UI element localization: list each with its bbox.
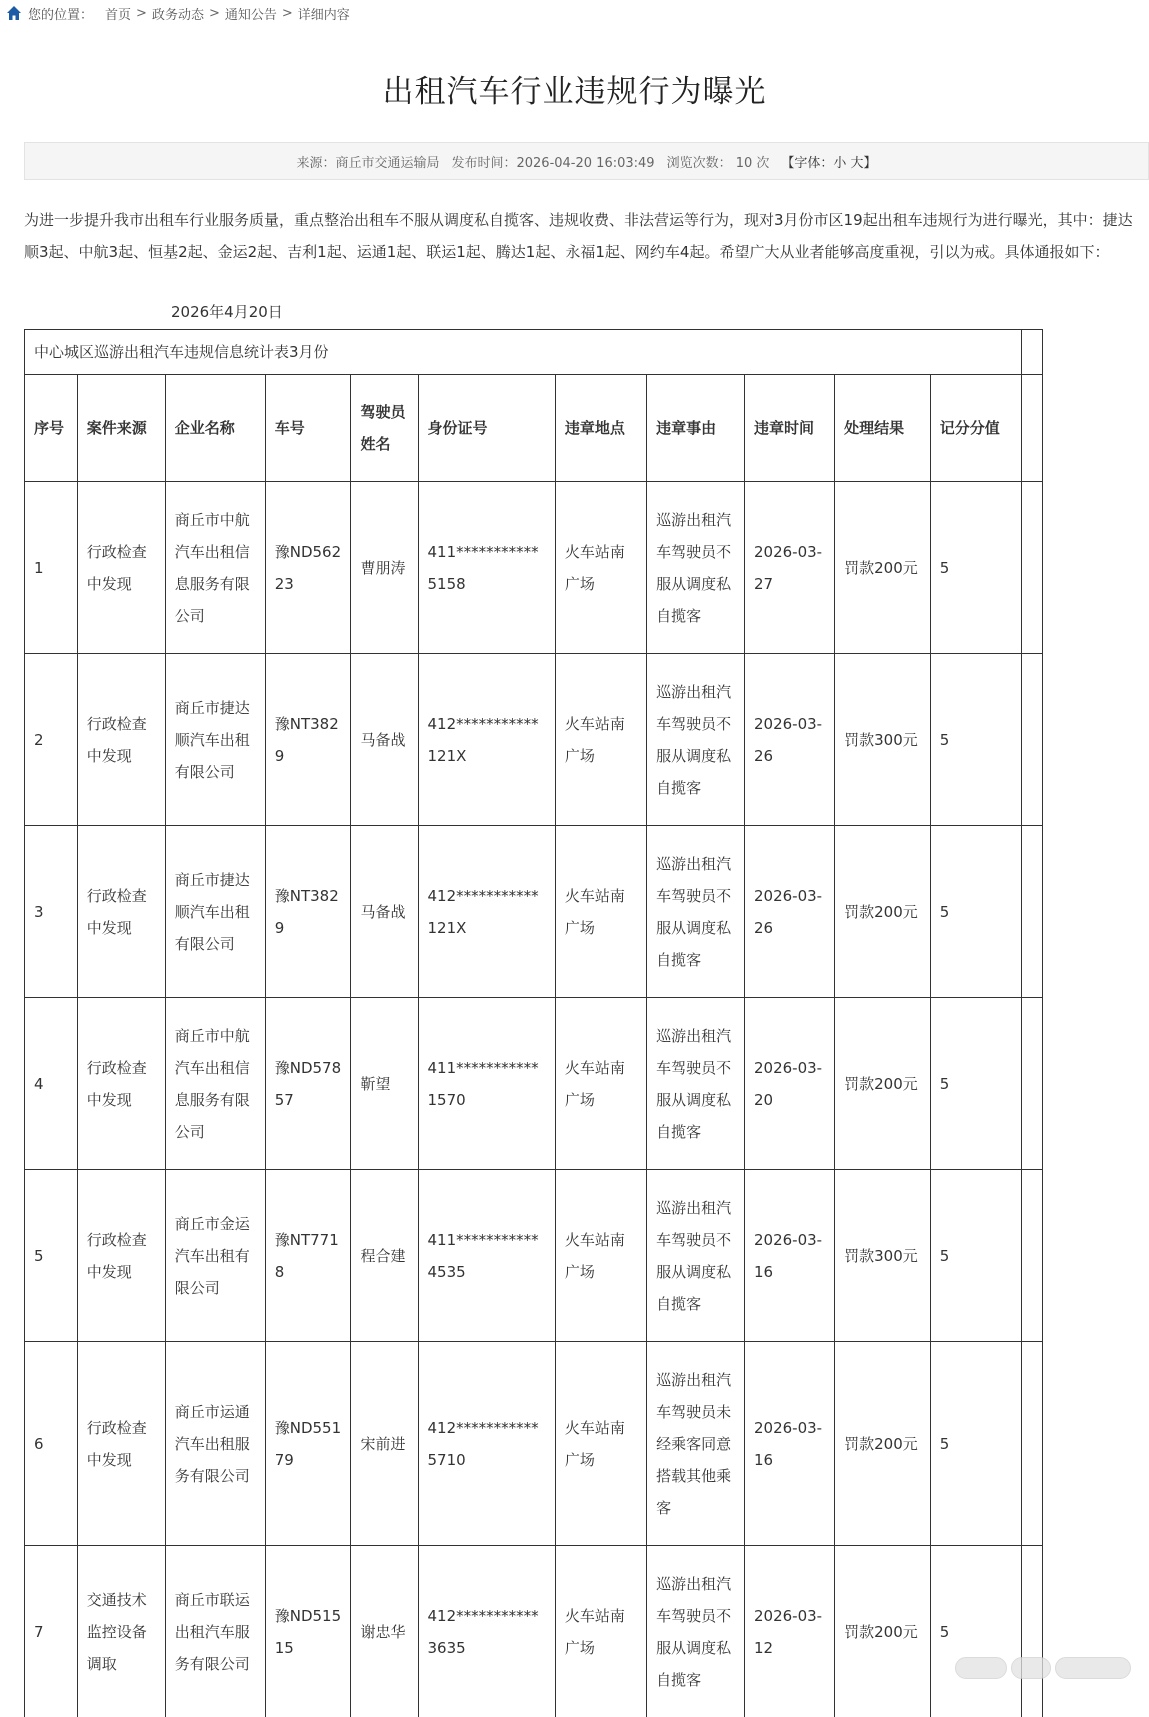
- breadcrumb-separator: >: [281, 5, 293, 21]
- cell-col-time: 2026-03-26: [744, 826, 834, 998]
- cell-col-time: 2026-03-26: [744, 654, 834, 826]
- cell-col-index: 4: [25, 998, 78, 1170]
- cell-col-points: 5: [930, 998, 1021, 1170]
- cell-col-result: 罚款200元: [835, 1546, 931, 1717]
- cell-col-points: 5: [930, 1342, 1021, 1546]
- cell-col-driver: 马备战: [351, 654, 418, 826]
- cell-col-id-number: 411***********4535: [418, 1170, 555, 1342]
- cell-col-company: 商丘市捷达顺汽车出租有限公司: [165, 826, 265, 998]
- article-publish-time: 发布时间：2026-04-20 16:03:49: [451, 155, 655, 171]
- breadcrumb-notice-link[interactable]: 通知公告: [224, 7, 277, 23]
- cell-col-company: 商丘市中航汽车出租信息服务有限公司: [165, 998, 265, 1170]
- cell-col-driver: 马备战: [351, 826, 418, 998]
- article-intro: 为进一步提升我市出租车行业服务质量，重点整治出租车不服从调度私自揽客、违规收费、非法营运等行为，现对3月份市区19起出租车违规行为进行曝光，其中：捷达顺3起、中航3起、恒基2起、金运2起、吉利1起、运通1起、联运1起、腾达1起、永福1起、网约车4起。希望广大从业者能够高度重视，引以为戒。具体通报如下：: [24, 211, 1133, 261]
- cell-col-reason: 巡游出租汽车驾驶员不服从调度私自揽客: [647, 654, 745, 826]
- cell-col-driver: 谢忠华: [351, 1546, 418, 1717]
- cell-col-index: 6: [25, 1342, 78, 1546]
- breadcrumb-news-link[interactable]: 政务动态: [151, 7, 204, 23]
- cell-col-result: 罚款300元: [835, 1170, 931, 1342]
- cell-col-location: 火车站南广场: [555, 1546, 646, 1717]
- cell-col-company: 商丘市运通汽车出租服务有限公司: [165, 1342, 265, 1546]
- cell-col-reason: 巡游出租汽车驾驶员未经乘客同意搭载其他乘客: [647, 1342, 745, 1546]
- header-col-plate: 车号: [265, 375, 351, 482]
- cell-col-result: 罚款200元: [835, 1342, 931, 1546]
- cell-col-plate: 豫ND51515: [265, 1546, 351, 1717]
- cell-col-source: 行政检查中发现: [77, 1170, 165, 1342]
- cell-col-result: 罚款300元: [835, 654, 931, 826]
- breadcrumb-home-link[interactable]: 首页: [105, 7, 132, 23]
- breadcrumb-separator: >: [208, 5, 220, 21]
- cell-col-source: 行政检查中发现: [77, 826, 165, 998]
- watermark-chip: [1011, 1657, 1051, 1679]
- cell-col-index: 5: [25, 1170, 78, 1342]
- watermark-chip: [1055, 1657, 1131, 1679]
- article-source: 来源：商丘市交通运输局: [296, 155, 440, 171]
- table-row: [25, 998, 1043, 1170]
- cell-col-plate: 豫NT3829: [265, 654, 351, 826]
- header-col-points: 记分分值: [930, 375, 1021, 482]
- table-body: [25, 482, 1043, 1717]
- cell-col-source: 行政检查中发现: [77, 654, 165, 826]
- font-size-toggle[interactable]: 【字体：小 大】: [781, 155, 877, 171]
- header-col-result: 处理结果: [835, 375, 931, 482]
- cell-col-driver: 靳望: [351, 998, 418, 1170]
- cell-col-source: 行政检查中发现: [77, 482, 165, 654]
- header-col-company: 企业名称: [165, 375, 265, 482]
- table-spacer-cell: [1022, 482, 1043, 654]
- cell-col-location: 火车站南广场: [555, 826, 646, 998]
- cell-col-result: 罚款200元: [835, 482, 931, 654]
- header-col-driver: 驾驶员姓名: [351, 375, 418, 482]
- cell-col-id-number: 411***********1570: [418, 998, 555, 1170]
- breadcrumb-separator: >: [136, 5, 147, 21]
- table-spacer-cell: [1022, 330, 1043, 375]
- cell-col-time: 2026-03-16: [744, 1342, 834, 1546]
- cell-col-points: 5: [930, 1546, 1021, 1717]
- watermark-logo: [955, 1656, 1135, 1680]
- cell-col-reason: 巡游出租汽车驾驶员不服从调度私自揽客: [647, 998, 745, 1170]
- cell-col-plate: 豫ND57857: [265, 998, 351, 1170]
- cell-col-company: 商丘市联运出租汽车服务有限公司: [165, 1546, 265, 1717]
- header-col-id-number: 身份证号: [418, 375, 555, 482]
- header-col-index: 序号: [25, 375, 78, 482]
- table-spacer-cell: [1022, 654, 1043, 826]
- cell-col-reason: 巡游出租汽车驾驶员不服从调度私自揽客: [647, 1170, 745, 1342]
- cell-col-driver: 曹朋涛: [351, 482, 418, 654]
- cell-col-index: 1: [25, 482, 78, 654]
- breadcrumb: [6, 4, 350, 22]
- cell-col-location: 火车站南广场: [555, 1342, 646, 1546]
- cell-col-reason: 巡游出租汽车驾驶员不服从调度私自揽客: [647, 826, 745, 998]
- cell-col-points: 5: [930, 826, 1021, 998]
- table-spacer-cell: [1022, 826, 1043, 998]
- table-spacer-cell: [1022, 1342, 1043, 1546]
- cell-col-company: 商丘市捷达顺汽车出租有限公司: [165, 654, 265, 826]
- cell-col-source: 行政检查中发现: [77, 1342, 165, 1546]
- violations-table: [24, 329, 1043, 1717]
- cell-col-location: 火车站南广场: [555, 998, 646, 1170]
- article-view-count: 浏览次数： 10 次: [666, 155, 770, 171]
- cell-col-time: 2026-03-12: [744, 1546, 834, 1717]
- header-col-source: 案件来源: [77, 375, 165, 482]
- cell-col-plate: 豫ND55179: [265, 1342, 351, 1546]
- header-col-time: 违章时间: [744, 375, 834, 482]
- cell-col-location: 火车站南广场: [555, 654, 646, 826]
- cell-col-id-number: 412***********5710: [418, 1342, 555, 1546]
- cell-col-index: 2: [25, 654, 78, 826]
- cell-col-plate: 豫NT3829: [265, 826, 351, 998]
- table-spacer-cell: [1022, 1170, 1043, 1342]
- cell-col-time: 2026-03-27: [744, 482, 834, 654]
- table-header-row: [25, 375, 1043, 482]
- cell-col-id-number: 411***********5158: [418, 482, 555, 654]
- article-date: 2026年4月20日: [171, 303, 283, 321]
- cell-col-plate: 豫ND56223: [265, 482, 351, 654]
- cell-col-id-number: 412***********3635: [418, 1546, 555, 1717]
- table-row: [25, 826, 1043, 998]
- cell-col-id-number: 412***********121X: [418, 654, 555, 826]
- cell-col-index: 3: [25, 826, 78, 998]
- cell-col-plate: 豫NT7718: [265, 1170, 351, 1342]
- cell-col-points: 5: [930, 482, 1021, 654]
- cell-col-time: 2026-03-16: [744, 1170, 834, 1342]
- watermark-chip: [955, 1657, 1007, 1679]
- table-row: [25, 482, 1043, 654]
- table-spacer-cell: [1022, 998, 1043, 1170]
- page-title: 出租汽车行业违规行为曝光: [382, 74, 767, 110]
- table-row: [25, 1546, 1043, 1717]
- table-spacer-cell: [1022, 375, 1043, 482]
- cell-col-location: 火车站南广场: [555, 482, 646, 654]
- cell-col-result: 罚款200元: [835, 998, 931, 1170]
- cell-col-source: 交通技术监控设备调取: [77, 1546, 165, 1717]
- cell-col-points: 5: [930, 654, 1021, 826]
- table-row: [25, 1342, 1043, 1546]
- cell-col-result: 罚款200元: [835, 826, 931, 998]
- table-caption: 中心城区巡游出租汽车违规信息统计表3月份: [25, 330, 1022, 375]
- cell-col-source: 行政检查中发现: [77, 998, 165, 1170]
- breadcrumb-lead: 您的位置：: [28, 7, 94, 23]
- cell-col-driver: 程合建: [351, 1170, 418, 1342]
- cell-col-driver: 宋前进: [351, 1342, 418, 1546]
- header-col-location: 违章地点: [555, 375, 646, 482]
- cell-col-reason: 巡游出租汽车驾驶员不服从调度私自揽客: [647, 1546, 745, 1717]
- article-meta-bar: [24, 142, 1149, 180]
- cell-col-time: 2026-03-20: [744, 998, 834, 1170]
- header-col-reason: 违章事由: [647, 375, 745, 482]
- cell-col-company: 商丘市中航汽车出租信息服务有限公司: [165, 482, 265, 654]
- table-row: [25, 654, 1043, 826]
- cell-col-id-number: 412***********121X: [418, 826, 555, 998]
- cell-col-index: 7: [25, 1546, 78, 1717]
- home-icon[interactable]: [6, 5, 22, 21]
- cell-col-reason: 巡游出租汽车驾驶员不服从调度私自揽客: [647, 482, 745, 654]
- cell-col-location: 火车站南广场: [555, 1170, 646, 1342]
- table-row: [25, 1170, 1043, 1342]
- cell-col-company: 商丘市金运汽车出租有限公司: [165, 1170, 265, 1342]
- cell-col-points: 5: [930, 1170, 1021, 1342]
- table-spacer-cell: [1022, 1546, 1043, 1717]
- breadcrumb-current: 详细内容: [297, 7, 350, 23]
